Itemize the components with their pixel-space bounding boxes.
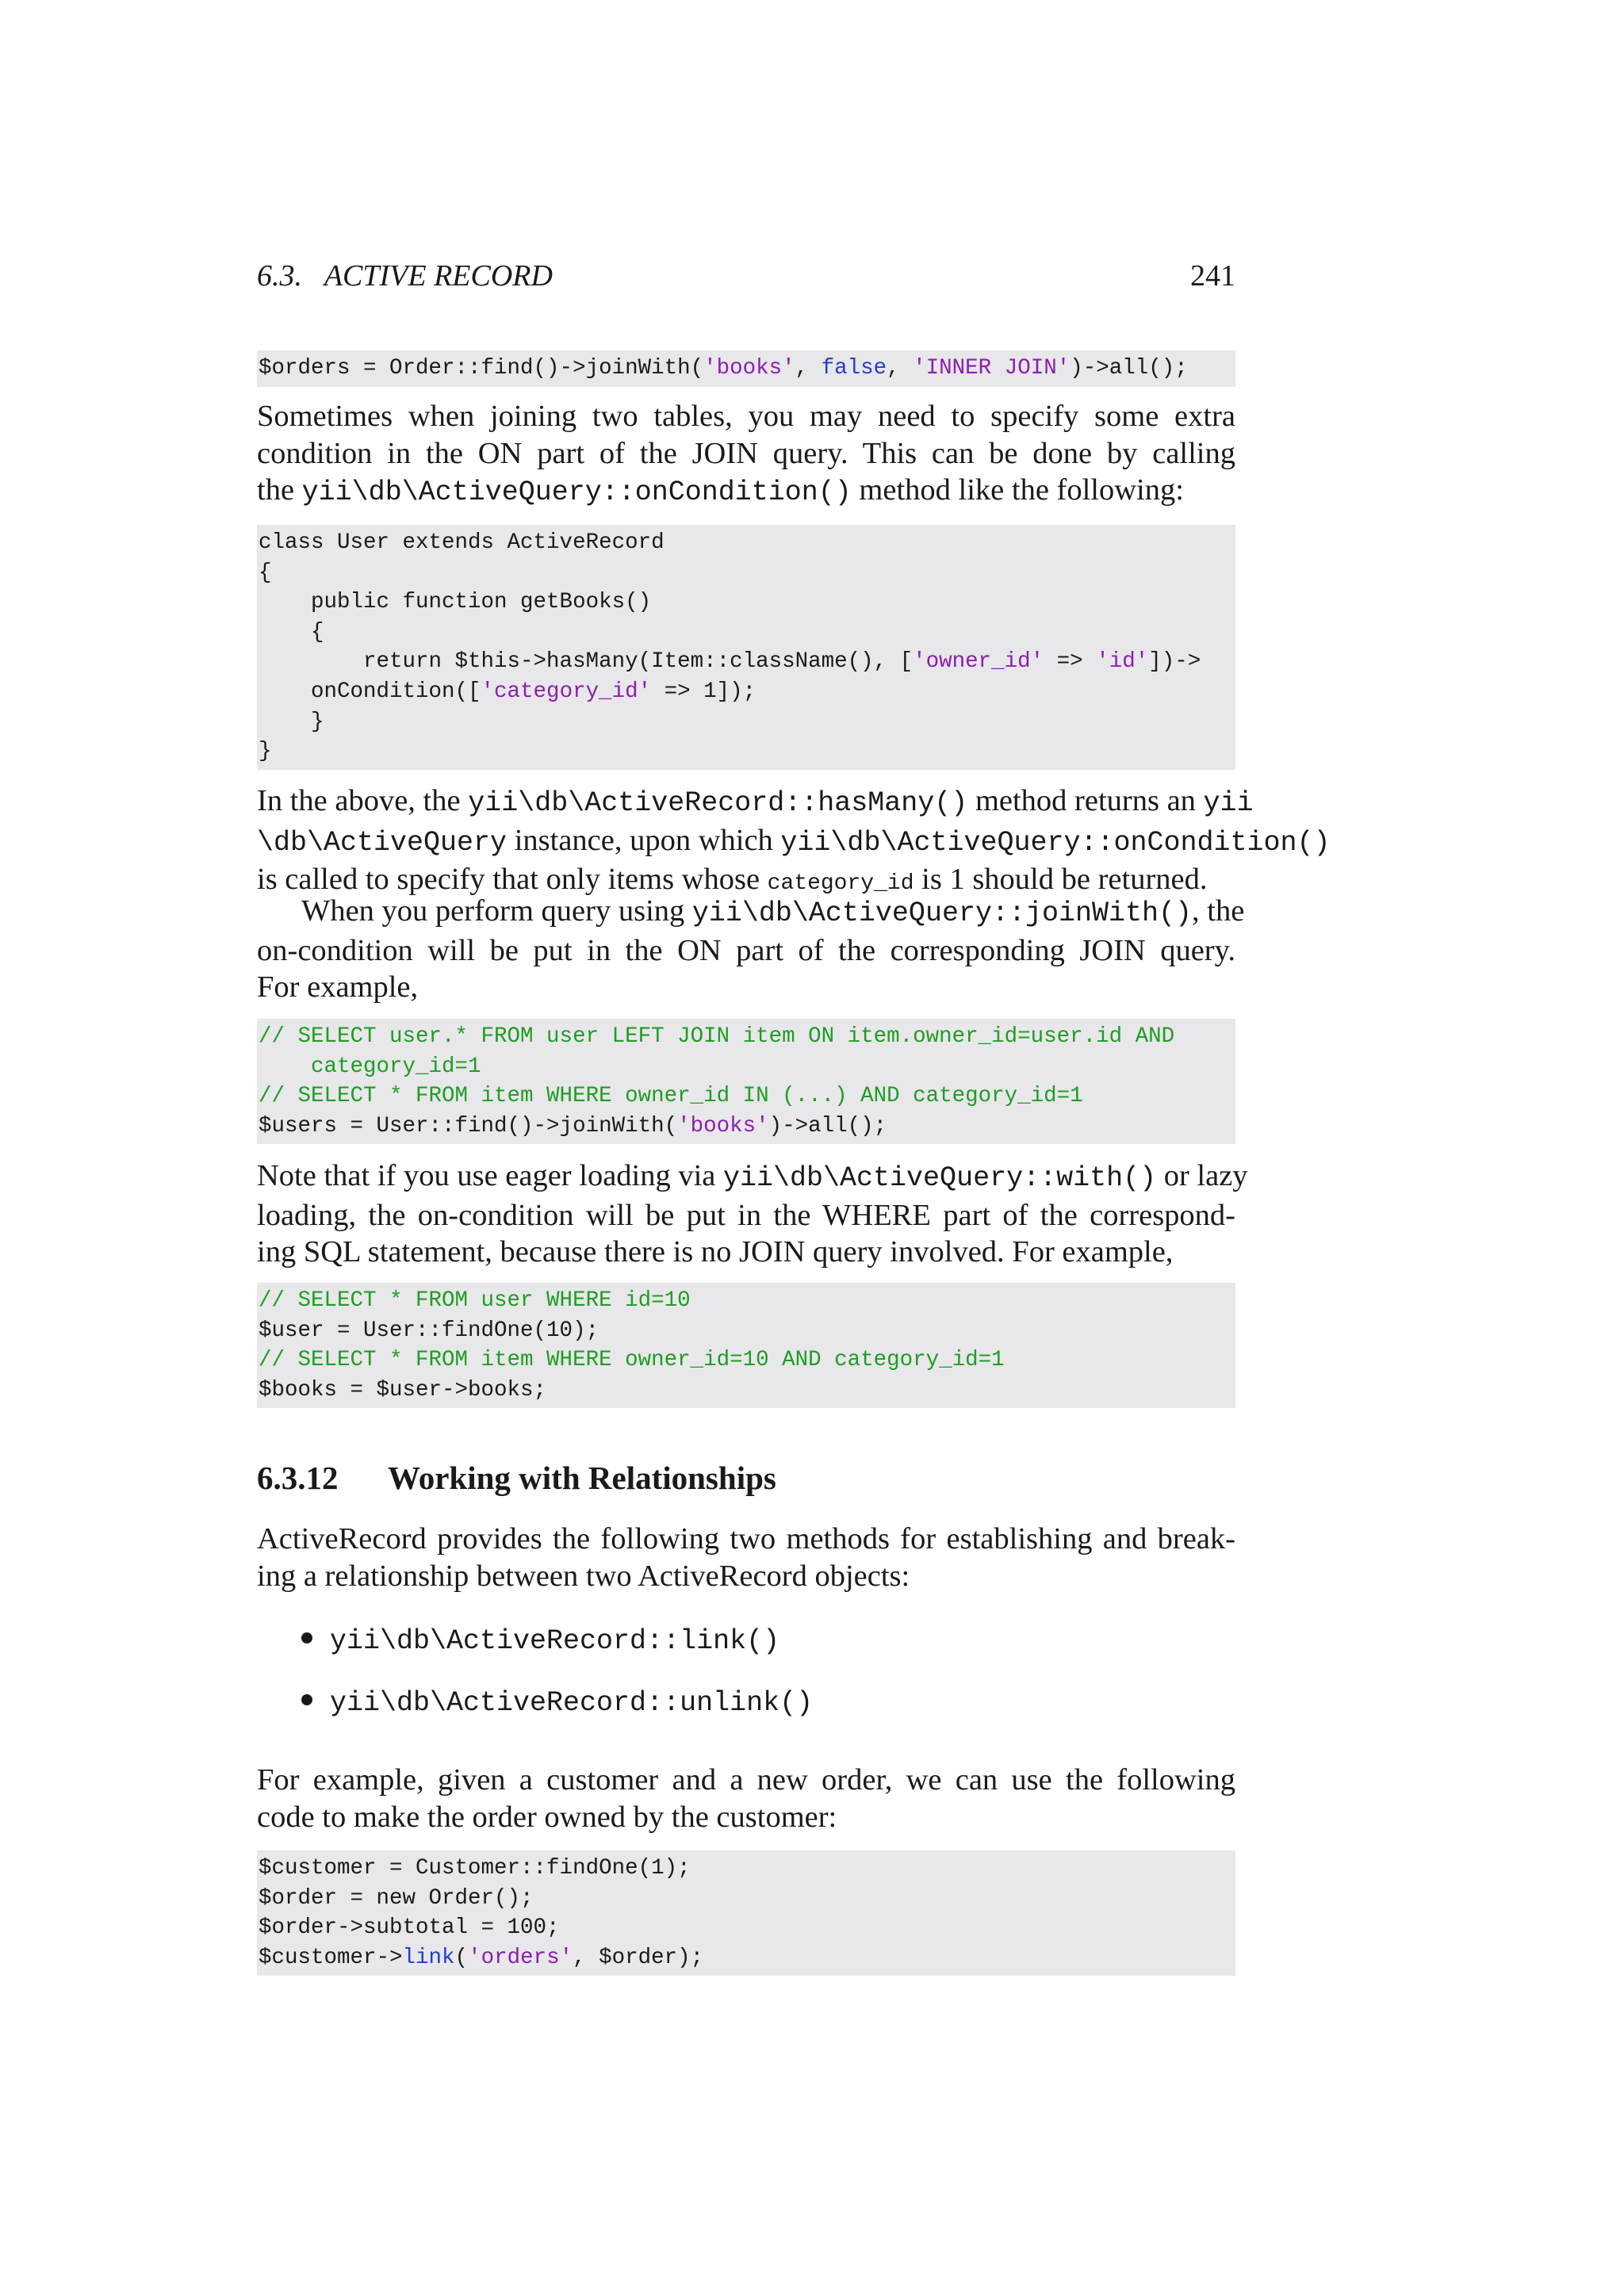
code-token: $books = $user->books; (259, 1377, 547, 1402)
chapter-section-title: 6.3. ACTIVE RECORD (257, 259, 553, 293)
code-line (259, 647, 1235, 677)
code-token: { (259, 560, 272, 585)
code-line (259, 677, 1235, 707)
code-line (259, 587, 1235, 618)
inline-code: category_id (767, 871, 914, 896)
inline-code: yii\db\ActiveQuery::onCondition() (780, 826, 1331, 859)
text-run: code to make the order owned by the customer: (257, 1800, 837, 1834)
code-token: return $this->hasMany(Item::className(), [ (259, 649, 914, 675)
code-token: 'orders' (468, 1945, 573, 1970)
text-line (257, 932, 1235, 970)
code-line (259, 1081, 1235, 1112)
bullet-icon (301, 1632, 312, 1644)
paragraph-hasmany-explanation (257, 783, 1331, 903)
code-token: // SELECT * FROM item WHERE owner_id IN (...) AND category_id=1 (259, 1084, 1083, 1109)
paragraph-relationship-methods (257, 1521, 1235, 1594)
code-token: 'category_id' (481, 679, 652, 704)
code-token: , (795, 356, 822, 381)
code-block-user-books (257, 1283, 1235, 1408)
code-token: 'owner_id' (913, 649, 1044, 675)
code-token: } (259, 739, 272, 764)
code-token: , (887, 356, 914, 381)
code-line (259, 1943, 1235, 1973)
bullet-text-link: yii\db\ActiveRecord::link() (330, 1625, 780, 1657)
code-line (259, 618, 1235, 648)
text-run: In the above, the (257, 784, 469, 817)
code-token: false (821, 356, 887, 381)
code-token: ( (454, 1945, 469, 1970)
code-line (259, 737, 1235, 767)
text-line (257, 893, 1245, 932)
text-run: For example, (257, 970, 419, 1004)
section-title: Working with Relationships (388, 1460, 776, 1496)
text-line (257, 969, 1235, 1006)
inline-code: \db\ActiveQuery (257, 826, 508, 859)
text-run: condition in the ON part of the JOIN query. This can be done by calling (257, 436, 1235, 470)
text-line (257, 472, 1235, 511)
text-line (257, 1158, 1248, 1197)
paragraph-customer-order-example (257, 1762, 1235, 1835)
code-token: $order = new Order(); (259, 1885, 534, 1911)
code-line (259, 1022, 1235, 1052)
code-line (259, 707, 1235, 737)
paragraph-eager-loading-note (257, 1158, 1248, 1271)
code-token: // SELECT * FROM item WHERE owner_id=10 AND category_id=1 (259, 1348, 1005, 1373)
inline-code: yii\db\ActiveRecord::hasMany() (468, 787, 968, 819)
text-run: Sometimes when joining two tables, you may need to specify some extra (257, 400, 1235, 433)
code-line (259, 1913, 1235, 1943)
text-line (257, 1234, 1235, 1271)
code-token: )->all(); (1070, 356, 1188, 381)
code-block-customer-link-order (257, 1850, 1235, 1976)
code-token: { (259, 619, 324, 645)
code-token: $user = User::findOne(10); (259, 1318, 599, 1343)
code-token: // SELECT * FROM user WHERE id=10 (259, 1288, 691, 1313)
text-run: is 1 should be returned. (914, 863, 1208, 896)
text-run: method returns an (967, 784, 1204, 817)
code-token: public function getBooks() (259, 590, 652, 615)
text-run: For example, given a customer and a new order, we can use the following (257, 1763, 1235, 1797)
text-run: is called to specify that only items whose (257, 863, 768, 896)
code-token: $customer-> (259, 1945, 403, 1970)
code-token: category_id=1 (259, 1054, 481, 1079)
code-line (259, 1376, 1235, 1406)
text-line (257, 1762, 1235, 1799)
code-line (259, 1052, 1235, 1082)
section-number: 6.3.12 (257, 1460, 339, 1496)
text-run: , the (1192, 894, 1245, 928)
text-run: loading, the on-condition will be put in the WHERE part of the correspond- (257, 1198, 1235, 1232)
code-line (259, 1286, 1235, 1316)
code-token: 'INNER JOIN' (913, 356, 1071, 381)
code-token: // SELECT user.* FROM user LEFT JOIN item ON item.owner_id=user.id AND (259, 1024, 1175, 1049)
section-heading (257, 1459, 776, 1497)
bullet-icon (301, 1694, 312, 1705)
code-line (259, 1112, 1235, 1142)
code-block-user-getbooks (257, 525, 1235, 770)
code-token: , $order); (573, 1945, 704, 1970)
text-run: ing a relationship between two ActiveRecord objects: (257, 1559, 910, 1593)
text-run: the (257, 473, 302, 507)
text-line (257, 822, 1331, 862)
code-token: 'books' (677, 1113, 769, 1138)
paragraph-joinwith-oncondition (257, 893, 1245, 1006)
bullet-item-link (301, 1625, 779, 1657)
text-line (257, 435, 1235, 473)
text-run: ActiveRecord provides the following two methods for establishing and break- (257, 1522, 1235, 1556)
inline-code: yii\db\ActiveQuery::with() (723, 1162, 1157, 1194)
code-line (259, 1316, 1235, 1346)
code-block-joinwith-inner-join (257, 350, 1235, 387)
page-number: 241 (1190, 259, 1235, 293)
code-line (259, 1884, 1235, 1914)
text-run: ing SQL statement, because there is no JOIN query involved. For example, (257, 1235, 1174, 1269)
text-line (257, 783, 1254, 822)
code-token: $users = User::find()->joinWith( (259, 1113, 678, 1138)
text-run: Note that if you use eager loading via (257, 1159, 724, 1192)
code-line (259, 1345, 1235, 1376)
paragraph-oncondition-intro (257, 398, 1235, 511)
text-run: instance, upon which (507, 823, 781, 857)
text-line (257, 398, 1235, 435)
text-run: or lazy (1156, 1159, 1248, 1192)
code-token: $orders = Order::find()->joinWith( (259, 356, 704, 381)
code-token: $order->subtotal = 100; (259, 1915, 560, 1941)
code-token: ])-> (1148, 649, 1201, 675)
code-token: 'books' (703, 356, 795, 381)
text-run: on-condition will be put in the ON part of the corresponding JOIN query. (257, 933, 1235, 967)
code-token: )->all(); (768, 1113, 887, 1138)
code-token: link (402, 1945, 455, 1970)
inline-code: yii\db\ActiveQuery::joinWith() (691, 897, 1192, 929)
text-line (257, 1558, 1235, 1595)
text-run: method like the following: (851, 473, 1184, 507)
bullet-item-unlink (301, 1687, 813, 1719)
code-token: $customer = Customer::findOne(1); (259, 1856, 691, 1881)
code-token: => (1044, 649, 1097, 675)
code-line (259, 354, 1235, 384)
code-line (259, 528, 1235, 558)
code-token: } (259, 709, 324, 734)
text-line (257, 1521, 1235, 1558)
inline-code: yii\db\ActiveQuery::onCondition() (301, 476, 852, 508)
code-token: class User extends ActiveRecord (259, 530, 665, 555)
bullet-text-unlink: yii\db\ActiveRecord::unlink() (330, 1687, 814, 1719)
code-token: onCondition([ (259, 679, 481, 704)
code-token: 'id' (1096, 649, 1149, 675)
code-line (259, 1854, 1235, 1884)
text-run: When you perform query using (301, 894, 692, 928)
inline-code: yii (1203, 787, 1254, 819)
text-line (257, 1799, 1235, 1836)
text-line (257, 1197, 1235, 1234)
code-block-users-joinwith-books (257, 1019, 1235, 1144)
code-token: => 1]); (651, 679, 756, 704)
running-header (257, 258, 1235, 298)
code-line (259, 558, 1235, 588)
